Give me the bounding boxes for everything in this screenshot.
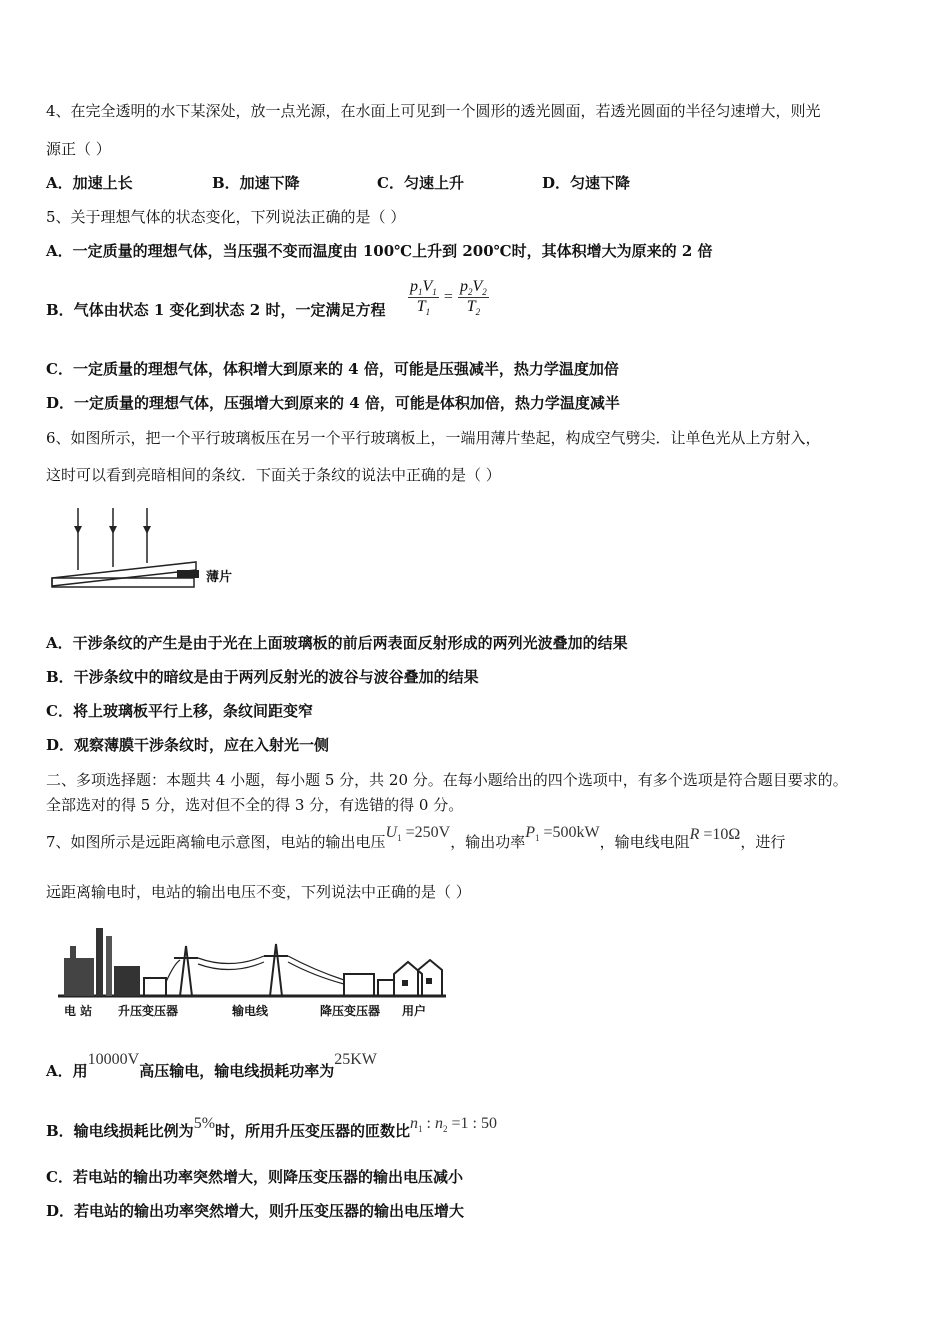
q4-option-c: C．匀速上升 [377,174,464,192]
q4-stem-line2: 源正（ ） [46,140,111,158]
air-wedge-figure [46,500,246,595]
section2-line2: 全部选对的得 5 分，选对但不全的得 3 分，有选错的得 0 分。 [46,796,464,814]
q6-option-b: B．干涉条纹中的暗纹是由于两列反射光的波谷与波谷叠加的结果 [46,668,479,686]
q4-option-d: D．匀速下降 [542,174,631,192]
output-voltage: $U_1 =250V$ [385,824,451,844]
q7-option-d: D．若电站的输出功率突然增大，则升压变压器的输出电压增大 [46,1202,465,1220]
label-user: 用户 [402,1004,427,1018]
loss-ratio-value: 5% [193,1115,216,1132]
q5-stem: 5、关于理想气体的状态变化，下列说法正确的是（ ） [46,208,406,226]
q4-stem-line1: 4、在完全透明的水下某深处，放一点光源，在水面上可见到一个圆形的透光圆面，若透光圆面的半径匀速增大，则光 [46,102,821,120]
label-transmission-line: 输电线 [232,1004,269,1018]
q7-option-c: C．若电站的输出功率突然增大，则降压变压器的输出电压减小 [46,1168,463,1186]
q6-option-d: D．观察薄膜干涉条纹时，应在入射光一侧 [46,736,330,754]
q7-stem-line1: 7、如图所示是远距离输电示意图，电站的输出电压$U_1 =250V$，输出功率$P_1 =500kW$，输电线电阻R =10Ω，进行 [46,824,786,851]
q6-stem-line2: 这时可以看到亮暗相间的条纹．下面关于条纹的说法中正确的是（ ） [46,466,501,484]
formula-fraction-left: $\frac{p_1V_1}{T_1}$ [410,278,437,318]
q6-stem-line1: 6、如图所示，把一个平行玻璃板压在另一个平行玻璃板上，一端用薄片垫起，构成空气劈尖．让单色光从上方射入， [46,429,821,447]
voltage-value: 10000V [87,1051,140,1068]
power-transmission-figure [56,918,448,1020]
q7-stem-line2: 远距离输电时，电站的输出电压不变，下列说法中正确的是（ ） [46,883,471,901]
line-resistance: R =10Ω [689,826,741,843]
turns-ratio-value: $n_1$ : $n_2 =1$ : 50 [410,1115,497,1135]
q5-option-c: C．一定质量的理想气体，体积增大到原来的 4 倍，可能是压强减半，热力学温度加倍 [46,360,619,378]
q5-option-d: D．一定质量的理想气体，压强增大到原来的 4 倍，可能是体积加倍，热力学温度减半 [46,394,620,412]
q7-option-b: B．输电线损耗比例为5%时，所用升压变压器的匝数比$n_1$ : $n_2 =1$ : 50 [46,1115,497,1140]
label-power-station: 电 站 [64,1004,93,1018]
shim-label: 薄片 [206,570,233,585]
q6-option-c: C．将上玻璃板平行上移，条纹间距变窄 [46,702,313,720]
label-step-down-transformer: 降压变压器 [320,1004,381,1018]
output-power: $P_1 =500kW$ [525,824,600,844]
section2-line1: 二、多项选择题：本题共 4 小题，每小题 5 分，共 20 分。在每小题给出的四个选项中，有多个选项是符合题目要求的。 [46,771,848,789]
formula-fraction-right: $\frac{p_2V_2}{T_2}$ [460,278,487,318]
q5-option-b: B．气体由状态 1 变化到状态 2 时，一定满足方程 [46,301,386,319]
label-step-up-transformer: 升压变压器 [118,1004,179,1018]
q5-option-a: A．一定质量的理想气体，当压强不变而温度由 100℃上升到 200℃时，其体积增大为原来的 2 倍 [46,242,713,260]
q6-option-a: A．干涉条纹的产生是由于光在上面玻璃板的前后两表面反射形成的两列光波叠加的结果 [46,634,628,652]
q4-option-a: A．加速上长 [46,174,133,192]
q5-formula: $\frac{p_1V_1}{T_1}$ = $\frac{p_2V_2}{T_2}$ [410,278,487,318]
loss-power-value: 25KW [334,1051,377,1068]
power-transmission-diagram [56,918,448,998]
q7-option-a: A．用10000V高压输电，输电线损耗功率为25KW [46,1051,377,1080]
q4-option-b: B．加速下降 [212,174,300,192]
